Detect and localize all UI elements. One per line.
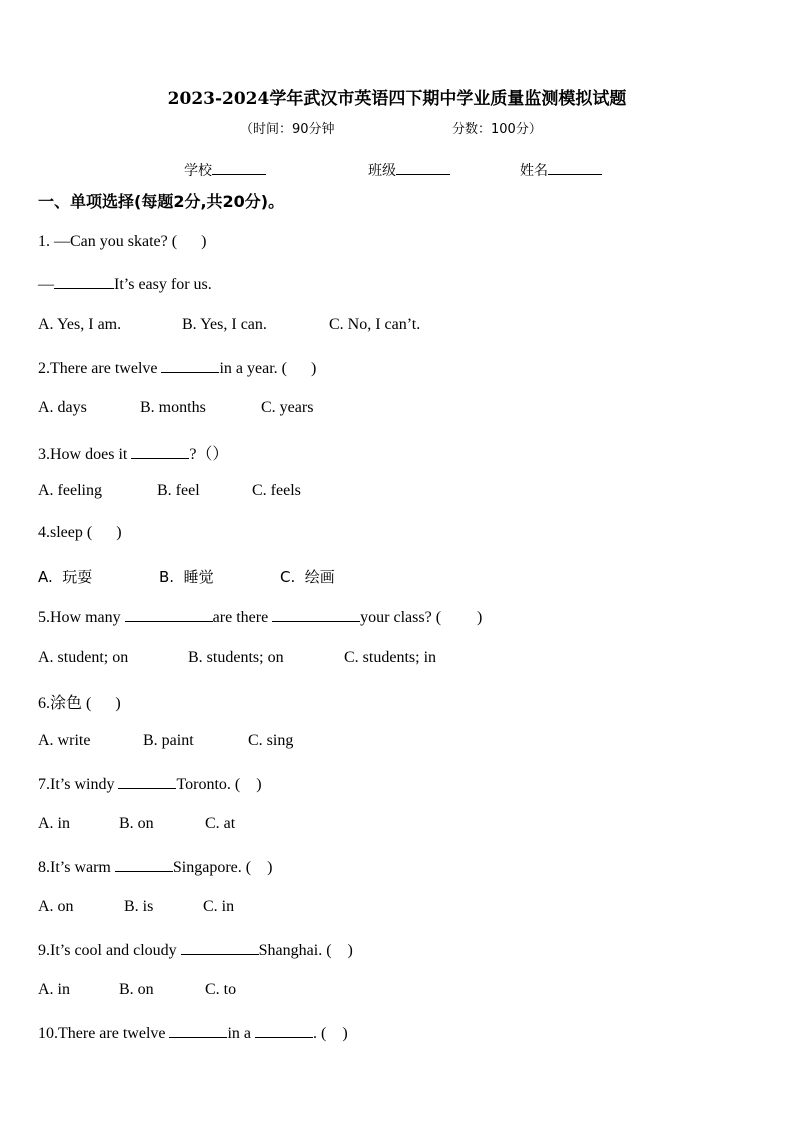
question-text: Toronto. ( ) — [176, 776, 262, 793]
answer-blank[interactable] — [54, 274, 114, 289]
option-a[interactable]: A. write — [38, 732, 91, 749]
question-6-options — [38, 732, 293, 750]
question-10 — [38, 1023, 348, 1043]
question-text: 9.It’s cool and cloudy — [38, 942, 181, 959]
question-text: your class? ( ) — [360, 609, 483, 626]
school-label: 学校 — [184, 163, 212, 179]
section-heading: 一、单项选择(每题2分,共20分)。 — [38, 192, 285, 211]
question-7 — [38, 774, 262, 794]
question-4: 4.sleep ( ) — [38, 524, 122, 541]
name-blank[interactable] — [548, 160, 602, 175]
answer-blank[interactable] — [118, 774, 176, 789]
question-4-options — [38, 566, 335, 587]
question-3 — [38, 441, 228, 464]
option-c[interactable]: C. students; in — [344, 649, 437, 666]
name-label: 姓名 — [520, 163, 548, 179]
option-b[interactable]: B. on — [119, 981, 154, 998]
answer-blank[interactable] — [169, 1023, 227, 1038]
question-2-options — [38, 399, 313, 417]
question-text: are there — [212, 609, 273, 626]
answer-blank[interactable] — [181, 940, 259, 955]
class-label: 班级 — [368, 163, 396, 179]
question-1-options — [38, 316, 420, 334]
question-text: 10.There are twelve — [38, 1025, 170, 1042]
question-3-options — [38, 482, 301, 500]
question-9 — [38, 940, 353, 960]
question-8 — [38, 857, 272, 877]
response-text: It’s easy for us. — [114, 276, 212, 293]
question-8-options — [38, 898, 234, 916]
question-text: in a year. ( ) — [219, 360, 317, 377]
question-5-options — [38, 649, 436, 667]
question-text: Singapore. ( ) — [172, 859, 273, 876]
exam-title: 2023-2024学年武汉市英语四下期中学业质量监测模拟试题 — [167, 89, 627, 109]
exam-score: 分数：100分） — [452, 122, 542, 137]
question-9-options — [38, 981, 236, 999]
class-field[interactable] — [368, 160, 450, 180]
question-text: Shanghai. ( ) — [258, 942, 353, 959]
answer-blank[interactable] — [272, 607, 360, 622]
question-text: in a — [227, 1025, 256, 1042]
question-1-response — [38, 274, 212, 294]
option-b[interactable]: B. months — [140, 399, 206, 416]
option-b[interactable]: B. is — [124, 898, 154, 915]
class-blank[interactable] — [396, 160, 450, 175]
answer-blank[interactable] — [161, 358, 219, 373]
option-a[interactable]: A. 玩耍 — [38, 568, 93, 586]
option-a[interactable]: A. feeling — [38, 482, 102, 499]
option-c[interactable]: C. to — [205, 981, 237, 998]
question-text: 5.How many — [38, 609, 125, 626]
name-field[interactable] — [520, 160, 602, 180]
option-a[interactable]: A. days — [38, 399, 87, 416]
question-text: 2.There are twelve — [38, 360, 162, 377]
answer-blank[interactable] — [125, 607, 213, 622]
option-a[interactable]: A. Yes, I am. — [38, 316, 122, 333]
answer-blank[interactable] — [115, 857, 173, 872]
question-text: 7.It’s windy — [38, 776, 119, 793]
question-text: 8.It’s warm — [38, 859, 115, 876]
school-field[interactable] — [184, 160, 266, 180]
question-6: 6.涂色 ( ) — [38, 695, 121, 712]
question-text: 3.How does it — [38, 446, 132, 463]
option-b[interactable]: B. feel — [157, 482, 200, 499]
option-b[interactable]: B. paint — [143, 732, 194, 749]
option-b[interactable]: B. on — [119, 815, 154, 832]
question-1: 1. —Can you skate? ( ) — [38, 233, 207, 250]
option-b[interactable]: B. 睡觉 — [159, 568, 214, 586]
question-text: . ( ) — [313, 1025, 348, 1042]
option-c[interactable]: C. 绘画 — [280, 568, 335, 586]
school-blank[interactable] — [212, 160, 266, 175]
option-a[interactable]: A. on — [38, 898, 74, 915]
question-text: ?（） — [189, 446, 229, 463]
option-a[interactable]: A. in — [38, 981, 70, 998]
option-c[interactable]: C. years — [261, 399, 314, 416]
option-b[interactable]: B. Yes, I can. — [182, 316, 267, 333]
answer-blank[interactable] — [255, 1023, 313, 1038]
option-c[interactable]: C. feels — [252, 482, 301, 499]
exam-time: （时间：90分钟 — [240, 122, 335, 137]
option-c[interactable]: C. sing — [248, 732, 294, 749]
option-b[interactable]: B. students; on — [188, 649, 284, 666]
option-c[interactable]: C. in — [203, 898, 235, 915]
question-7-options — [38, 815, 235, 833]
option-c[interactable]: C. No, I can’t. — [329, 316, 421, 333]
option-c[interactable]: C. at — [205, 815, 236, 832]
dash: — — [38, 276, 54, 293]
question-2 — [38, 358, 316, 378]
option-a[interactable]: A. student; on — [38, 649, 129, 666]
answer-blank[interactable] — [131, 444, 189, 459]
question-5 — [38, 607, 482, 627]
option-a[interactable]: A. in — [38, 815, 70, 832]
